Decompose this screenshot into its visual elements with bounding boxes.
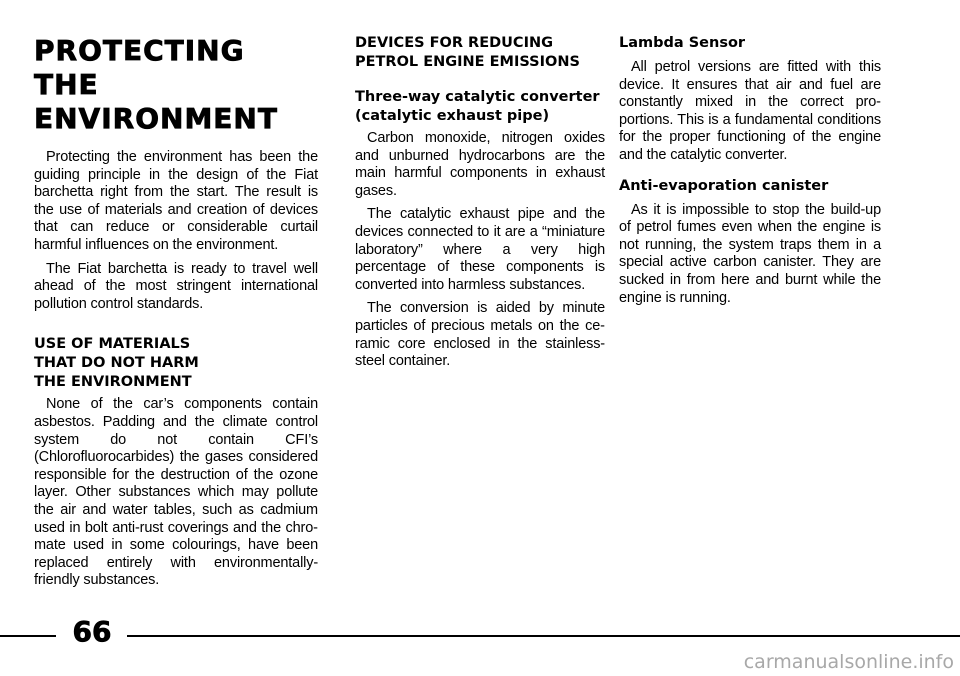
materials-heading <box>34 335 318 392</box>
materials-heading-line-2: THAT DO NOT HARM <box>34 355 199 372</box>
page-title <box>34 34 318 136</box>
catalytic-paragraph-2: The catalytic exhaust pipe and the devices connected to it are a “miniature laboratory” where a very high percentage of these components is converted into harmless substances. <box>355 206 605 293</box>
footer-rule-left <box>0 635 56 637</box>
devices-heading <box>355 34 605 72</box>
intro-paragraph-2: The Fiat barchetta is ready to travel well ahead of the most stringent international pollution control standards. <box>34 260 318 312</box>
canister-paragraph: As it is impossible to stop the build-up of petrol fumes even when the engine is not running, the system traps them in a special active carbon canister. They are sucked in from here and burnt while the engine is running. <box>619 201 881 306</box>
catalytic-paragraph-1: Carbon monoxide, nitrogen oxides and unburned hydrocarbons are the main harmful components in exhaust gases. <box>355 130 605 199</box>
materials-heading-line-1: USE OF MATERIALS <box>34 336 191 353</box>
catalytic-converter-heading <box>355 88 605 126</box>
catalytic-paragraph-3: The conversion is aided by minute particles of precious metals on the ceramic core enclosed in the stainless-steel container. <box>355 300 605 370</box>
catalytic-heading-line-2: (catalytic exhaust pipe) <box>355 108 550 124</box>
page-title-line-2: ENVIRONMENT <box>34 102 278 135</box>
catalytic-heading-line-1: Three-way catalytic converter <box>355 89 600 105</box>
page-number: 66 <box>72 615 112 648</box>
materials-paragraph: None of the car’s components contain asbestos. Padding and the climate control system do not contain CFI’s (Chlorofluorocarbides) the gases considered responsible for the destruction of the ozone layer. Other substances which may pollute the air and water tables, such as cadmium used in bolt anti-rust coverings and the chromate used in some colourings, have been replaced entirely with environmentally-friendly substances. <box>34 396 318 589</box>
canister-heading: Anti-evaporation canister <box>619 177 829 194</box>
lambda-sensor-paragraph: All petrol versions are fitted with this device. It ensures that air and fuel are constantly mixed in the correct proportions. This is a fundamental conditions for the proper functioning of the engine and the catalytic converter. <box>619 59 881 163</box>
column-left <box>34 34 318 596</box>
devices-heading-line-2: PETROL ENGINE EMISSIONS <box>355 54 580 70</box>
column-right <box>619 34 881 313</box>
intro-paragraph-1: Protecting the environment has been the guiding principle in the design of the Fiat barchetta right from the start. The result is the use of materials and creation of devices that can reduce or considerable curtail harmful influences on the environment. <box>34 149 318 253</box>
page-title-line-1: PROTECTING THE <box>34 34 245 101</box>
devices-heading-line-1: DEVICES FOR REDUCING <box>355 35 553 51</box>
watermark: carmanualsonline.info <box>743 651 954 673</box>
footer-rule-right <box>127 635 960 637</box>
lambda-sensor-heading: Lambda Sensor <box>619 35 746 51</box>
materials-heading-line-3: THE ENVIRONMENT <box>34 374 192 391</box>
column-middle <box>355 34 605 377</box>
